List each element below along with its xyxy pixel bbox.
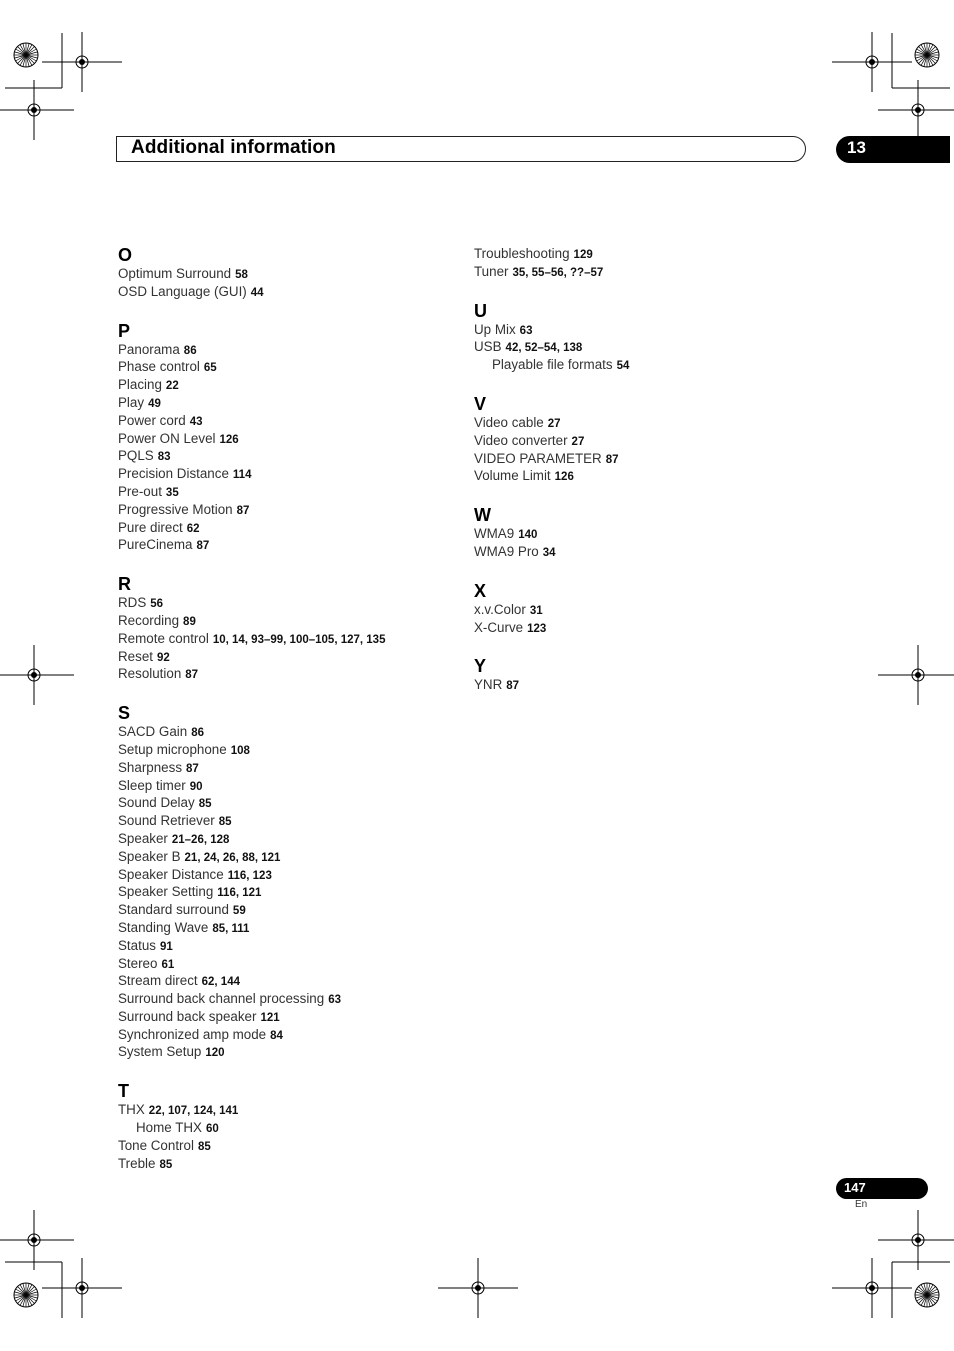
index-page-refs: 43 <box>189 415 203 428</box>
index-page-refs: 56 <box>150 598 164 611</box>
index-page-refs: 21, 24, 26, 88, 121 <box>184 851 281 864</box>
index-page-refs: 114 <box>232 469 252 482</box>
index-entry <box>118 283 458 301</box>
index-term: PureCinema <box>118 537 193 553</box>
index-page-refs: 123 <box>527 622 547 635</box>
index-term: PQLS <box>118 448 154 464</box>
index-page-refs: 140 <box>518 529 538 542</box>
index-page-refs: 42, 52–54, 138 <box>505 342 583 355</box>
index-term: Optimum Surround <box>118 266 232 281</box>
index-entry <box>118 265 458 283</box>
index-term: Placing <box>118 377 162 393</box>
index-page-refs: 84 <box>270 1029 283 1042</box>
index-term: Panorama <box>118 341 180 357</box>
group-gap <box>474 281 814 301</box>
index-page-refs: 85 <box>218 816 232 829</box>
index-page-refs: 121 <box>260 1011 280 1024</box>
index-page-refs: 85 <box>159 1158 173 1171</box>
index-page-refs: 54 <box>616 360 630 373</box>
index-entry <box>118 665 458 683</box>
index-term: Stereo <box>118 955 158 971</box>
group-gap <box>118 554 458 574</box>
index-term: Speaker Distance <box>118 866 224 882</box>
index-page-refs: 86 <box>191 727 205 740</box>
index-column-right <box>474 245 814 694</box>
group-gap <box>474 636 814 656</box>
index-entry <box>118 794 458 812</box>
index-entry <box>118 1137 458 1155</box>
index-term: x.v.Color <box>474 601 526 617</box>
index-entry <box>474 263 814 281</box>
group-gap <box>474 485 814 505</box>
index-entry <box>118 465 458 483</box>
index-page-refs: 34 <box>542 546 556 559</box>
group-gap <box>118 683 458 703</box>
index-entry <box>118 1008 458 1026</box>
index-page-refs: 85, 111 <box>212 922 250 935</box>
index-term: Surround back channel processing <box>118 991 325 1007</box>
index-entry <box>118 1101 458 1119</box>
index-term: System Setup <box>118 1044 202 1060</box>
index-entry <box>118 447 458 465</box>
index-page-refs: 87 <box>506 680 520 693</box>
group-gap <box>474 561 814 581</box>
index-column-left <box>118 245 458 1172</box>
index-entry <box>118 501 458 519</box>
index-term: Power cord <box>118 412 186 428</box>
index-letter-u: U <box>474 300 487 321</box>
index-entry <box>118 812 458 830</box>
index-entry <box>474 525 814 543</box>
index-entry <box>474 619 814 637</box>
index-page-refs: 62, 144 <box>201 976 240 989</box>
index-page-refs: 89 <box>183 615 196 628</box>
index-entry <box>118 1043 458 1061</box>
index-entry <box>118 394 458 412</box>
index-letter-y: Y <box>474 656 487 677</box>
index-term: Volume Limit <box>474 468 551 484</box>
index-page-refs: 60 <box>205 1123 219 1136</box>
index-page-refs: 83 <box>157 451 171 464</box>
index-entry <box>118 972 458 990</box>
index-term: Troubleshooting <box>474 246 570 261</box>
index-term: Video converter <box>474 432 568 448</box>
index-entry <box>474 432 814 450</box>
index-entry <box>118 536 458 554</box>
index-entry <box>118 376 458 394</box>
index-term: Video cable <box>474 414 544 430</box>
index-entry <box>118 883 458 901</box>
index-page-refs: 116, 121 <box>217 887 262 900</box>
index-page-refs: 35 <box>165 486 179 499</box>
index-entry <box>118 759 458 777</box>
index-entry <box>118 955 458 973</box>
index-term: OSD Language (GUI) <box>118 283 247 299</box>
index-entry <box>118 358 458 376</box>
index-term: Sharpness <box>118 759 183 775</box>
index-page-refs: 129 <box>573 249 593 261</box>
index-term: Surround back speaker <box>118 1008 257 1024</box>
index-page-refs: 27 <box>547 417 561 430</box>
index-letter-x: X <box>474 580 487 601</box>
index-term: X-Curve <box>474 619 524 635</box>
index-term: Pure direct <box>118 519 183 535</box>
index-page-refs: 49 <box>148 397 161 410</box>
index-letter-o: O <box>118 245 133 265</box>
index-entry <box>118 919 458 937</box>
index-letter-w: W <box>474 505 491 526</box>
index-page-refs: 87 <box>605 453 619 466</box>
index-page-refs: 35, 55–56, ??–57 <box>512 266 604 279</box>
index-page-refs: 85 <box>198 798 212 811</box>
index-page-refs: 85 <box>197 1140 211 1153</box>
index-page-refs: 21–26, 128 <box>171 833 230 846</box>
index-page-refs: 126 <box>219 433 239 446</box>
index-entry <box>474 467 814 485</box>
language-code: En <box>855 1199 868 1210</box>
index-entry <box>474 356 814 374</box>
index-letter-r: R <box>118 574 131 595</box>
index-letter-t: T <box>118 1081 129 1102</box>
index-term: Tuner <box>474 263 509 279</box>
index-letter-v: V <box>474 393 487 414</box>
index-entry <box>118 848 458 866</box>
index-entry <box>474 676 814 694</box>
index-term: Treble <box>118 1155 156 1171</box>
index-term: Recording <box>118 612 180 628</box>
index-term: Standard surround <box>118 902 229 918</box>
index-entry <box>474 338 814 356</box>
index-term: Speaker B <box>118 848 181 864</box>
index-page-refs: 61 <box>161 958 175 971</box>
index-entry <box>474 543 814 561</box>
index-page-refs: 65 <box>203 362 217 375</box>
index-entry <box>118 866 458 884</box>
index-page-refs: 87 <box>186 762 199 775</box>
index-page-refs: 86 <box>183 344 197 357</box>
index-term: RDS <box>118 595 147 611</box>
index-term: Power ON Level <box>118 430 216 446</box>
index-term: Remote control <box>118 630 209 646</box>
index-page-refs: 116, 123 <box>227 869 272 882</box>
index-term: THX <box>118 1102 145 1118</box>
index-page-refs: 59 <box>232 905 246 918</box>
index-page-refs: 87 <box>236 504 250 517</box>
index-term: Precision Distance <box>118 466 229 482</box>
index-entry <box>118 412 458 430</box>
index-entry <box>118 1026 458 1044</box>
index-entry <box>118 741 458 759</box>
index-page-refs: 22, 107, 124, 141 <box>148 1105 239 1118</box>
index-page-refs: 108 <box>230 744 250 757</box>
index-page-refs: 92 <box>156 651 170 664</box>
index-entry <box>118 648 458 666</box>
index-page-refs: 63 <box>328 994 341 1007</box>
index-term: Phase control <box>118 359 200 375</box>
page-number: 147 <box>836 1178 928 1199</box>
index-page-refs: 126 <box>554 471 574 484</box>
index-entry <box>118 777 458 795</box>
index-term: Speaker <box>118 830 168 846</box>
index-page-refs: 120 <box>205 1047 225 1060</box>
index-page-refs: 58 <box>235 269 248 281</box>
index-entry <box>118 483 458 501</box>
index-term: YNR <box>474 677 503 693</box>
index-entry <box>474 245 814 263</box>
group-gap <box>118 301 458 321</box>
index-page-refs: 87 <box>196 540 210 553</box>
page-title: Additional information <box>131 137 336 158</box>
index-page-refs: 27 <box>571 435 585 448</box>
index-entry <box>118 612 458 630</box>
group-gap <box>118 1061 458 1081</box>
index-term: Tone Control <box>118 1137 194 1153</box>
index-term: Synchronized amp mode <box>118 1026 267 1042</box>
index-term: Up Mix <box>474 321 516 337</box>
index-term: Home THX <box>136 1120 202 1136</box>
index-term: Speaker Setting <box>118 884 214 900</box>
index-term: Reset <box>118 648 153 664</box>
index-entry <box>118 901 458 919</box>
index-page-refs: 22 <box>165 380 179 393</box>
chapter-number: 13 <box>836 136 950 163</box>
index-entry <box>118 1155 458 1173</box>
index-term: Sound Delay <box>118 795 195 811</box>
index-entry <box>474 414 814 432</box>
index-entry <box>118 630 458 648</box>
index-page-refs: 87 <box>185 669 199 682</box>
index-term: Sleep timer <box>118 777 186 793</box>
index-term: Setup microphone <box>118 741 227 757</box>
index-page-refs: 91 <box>159 940 173 953</box>
index-entry <box>474 321 814 339</box>
index-entry <box>118 830 458 848</box>
index-entry <box>118 430 458 448</box>
index-page-refs: 62 <box>186 522 200 535</box>
index-entry <box>118 594 458 612</box>
index-entry <box>118 937 458 955</box>
index-letter-s: S <box>118 703 131 724</box>
index-page-refs: 10, 14, 93–99, 100–105, 127, 135 <box>212 633 386 646</box>
index-entry <box>118 341 458 359</box>
index-term: Play <box>118 394 145 410</box>
index-term: Status <box>118 937 156 953</box>
index-term: Stream direct <box>118 973 198 989</box>
index-entry <box>118 990 458 1008</box>
index-term: Standing Wave <box>118 919 209 935</box>
index-term: Resolution <box>118 666 182 682</box>
index-page-refs: 31 <box>529 604 543 617</box>
index-page-refs: 90 <box>189 780 203 793</box>
group-gap <box>474 374 814 394</box>
index-term: Progressive Motion <box>118 501 233 517</box>
index-entry <box>118 1119 458 1137</box>
index-term: Pre-out <box>118 483 162 499</box>
index-term: WMA9 Pro <box>474 543 539 559</box>
index-entry <box>118 723 458 741</box>
index-letter-p: P <box>118 320 131 341</box>
index-term: VIDEO PARAMETER <box>474 450 602 466</box>
index-term: SACD Gain <box>118 724 188 740</box>
index-entry <box>474 601 814 619</box>
index-entry <box>474 450 814 468</box>
index-entry <box>118 519 458 537</box>
index-page-refs: 44 <box>250 286 264 299</box>
index-term: Playable file formats <box>492 357 613 373</box>
index-term: USB <box>474 339 502 355</box>
index-term: Sound Retriever <box>118 813 215 829</box>
index-term: WMA9 <box>474 526 515 542</box>
index-page-refs: 63 <box>519 324 533 337</box>
